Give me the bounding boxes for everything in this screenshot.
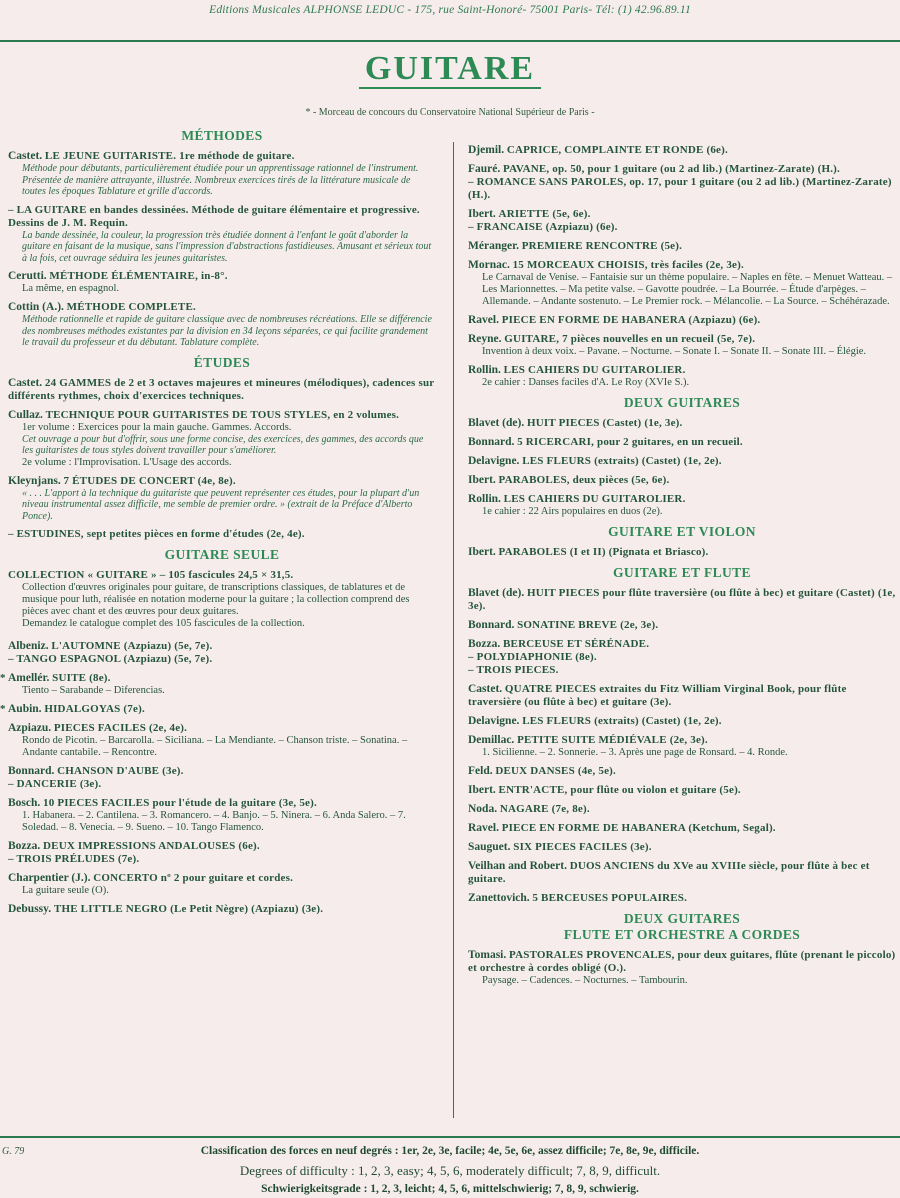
work-title: QUATRE PIECES extraites du Fitz William Virginal Book, pour flûte traversière (ou flûte à bec) et guitare (3e). <box>468 683 847 708</box>
work-title: 7 ÉTUDES DE CONCERT (4e, 8e). <box>63 474 236 487</box>
catalog-entry <box>468 546 896 559</box>
composer-name: Amellér. <box>8 672 50 684</box>
catalog-entry <box>468 765 896 778</box>
catalog-entry <box>468 587 896 613</box>
entry-subtext: 2e cahier : Danses faciles d'A. Le Roy (XVIe S.). <box>482 377 690 388</box>
entry-subtext: La guitare seule (O). <box>22 885 109 896</box>
entry-description: Cet ouvrage a pour but d'offrir, sous une forme concise, des exercices, des gammes, des accords que les guitaristes de tous styles doivent travailler pour s'améliorer. <box>22 433 424 456</box>
composer-name: Méranger. <box>468 240 519 252</box>
catalog-entry <box>8 640 436 666</box>
composer-name: Tomasi. <box>468 949 507 961</box>
catalog-entry <box>8 528 436 541</box>
catalog-entry <box>8 475 436 523</box>
work-title: NAGARE (7e, 8e). <box>499 803 590 815</box>
work-title: GUITARE, 7 pièces nouvelles en un recueil (5e, 7e). <box>504 333 756 345</box>
work-title: THE LITTLE NEGRO (Le Petit Nègre) (Azpiazu) (3e). <box>53 903 324 915</box>
work-title: PAVANE, op. 50, pour 1 guitare (ou 2 ad lib.) (Martinez-Zarate) (H.). <box>503 163 840 175</box>
work-title: – TANGO ESPAGNOL (Azpiazu) (5e, 7e). <box>8 653 213 665</box>
entry-description: Méthode rationnelle et rapide de guitare classique avec de nombreuses récréations. Elle se différencie des nombreuses méthodes existantes par la division en 34 leçons séparées, ce qui facilite grandement le travail du professeur et du débutant. Tablature complète. <box>22 314 432 348</box>
left-column <box>0 124 436 922</box>
composer-name: Bonnard. <box>468 436 515 448</box>
catalog-entry <box>468 860 896 886</box>
catalog-entry <box>8 150 436 198</box>
catalog-entry <box>468 314 896 327</box>
work-title: PARABOLES (I et II) (Pignata et Briasco). <box>498 546 709 558</box>
work-title: 5 RICERCARI, pour 2 guitares, en un recueil. <box>517 436 743 448</box>
composer-name: Ravel. <box>468 314 499 326</box>
section-heading-guitare-flute: GUITARE ET FLUTE <box>613 565 751 580</box>
work-title: DUOS ANCIENS du XVe au XVIIIe siècle, pour flûte à bec et guitare. <box>468 860 870 885</box>
difficulty-french: Classification des forces en neuf degrés : 1er, 2e, 3e, facile; 4e, 5e, 6e, assez difficile; 7e, 8e, 9e, difficile. <box>200 1145 700 1157</box>
work-title: PREMIERE RENCONTRE (5e). <box>521 240 683 252</box>
catalog-entry <box>468 638 896 677</box>
catalog-entry <box>8 377 436 403</box>
entry-subtext: 1er volume : Exercices pour la main gauche. Gammes. Accords. <box>22 421 292 433</box>
work-title: SUITE (8e). <box>52 672 111 684</box>
work-title: PETITE SUITE MÉDIÉVALE (2e, 3e). <box>517 734 708 746</box>
catalog-entry <box>8 872 436 897</box>
composer-name: Blavet (de). <box>468 587 525 599</box>
entry-description: Méthode pour débutants, particulièrement étudiée pour un apprentissage rationnel de l'instrument. Présentée de manière attrayante, illustrée. Nombreux exercices tirés de la littérature musicale de toutes les époques Tablature et grille d'accords. <box>22 163 419 197</box>
catalog-entry <box>468 822 896 835</box>
work-title: PARABOLES, deux pièces (5e, 6e). <box>498 474 670 486</box>
top-rule <box>0 40 900 42</box>
catalog-entry <box>8 722 436 759</box>
work-title: 5 BERCEUSES POPULAIRES. <box>532 892 688 904</box>
column-divider <box>453 142 454 1118</box>
catalog-entry <box>468 841 896 854</box>
catalog-entry <box>8 765 436 791</box>
entry-subtext: Paysage. – Cadences. – Nocturnes. – Tambourin. <box>482 975 688 986</box>
entry-subtext: 2e volume : l'Improvisation. L'Usage des accords. <box>22 456 232 468</box>
bottom-rule <box>0 1136 900 1138</box>
entry-subtext: Rondo de Picotin. – Barcarolla. – Siciliana. – La Mendiante. – Chanson triste. – Sonatina. – Andante cantabile. – Rencontre. <box>22 735 408 758</box>
catalog-entry <box>468 259 896 308</box>
work-title: – FRANCAISE (Azpiazu) (6e). <box>468 221 618 233</box>
catalog-entry <box>8 270 436 295</box>
difficulty-german: Schwierigkeitsgrade : 1, 2, 3, leicht; 4, 5, 6, mittelschwierig; 7, 8, 9, schwierig. <box>261 1183 639 1195</box>
concours-star: * <box>0 672 6 684</box>
composer-name: Bonnard. <box>468 619 515 631</box>
work-title: PIECE EN FORME DE HABANERA (Ketchum, Segal). <box>501 822 776 834</box>
composer-name: Djemil. <box>468 144 505 156</box>
work-title: TECHNIQUE POUR GUITARISTES DE TOUS STYLES, en 2 volumes. <box>45 408 400 421</box>
work-title: – ESTUDINES, sept petites pièces en forme d'études (2e, 4e). <box>8 528 305 540</box>
work-title: HUIT PIECES (Castet) (1e, 3e). <box>526 417 683 429</box>
composer-name: Reyne. <box>468 333 502 345</box>
catalog-entry <box>468 683 896 709</box>
section-heading-etudes: ÉTUDES <box>193 354 251 370</box>
catalog-entry <box>468 333 896 358</box>
page-reference: G. 79 <box>2 1146 25 1157</box>
catalog-entry <box>468 715 896 728</box>
work-title: DEUX DANSES (4e, 5e). <box>495 765 616 777</box>
work-title: 10 PIECES FACILES pour l'étude de la guitare (3e, 5e). <box>43 797 317 809</box>
entry-subtext: 1. Habanera. – 2. Cantilena. – 3. Romancero. – 4. Banjo. – 5. Ninera. – 6. Anda Salero. – 7. Soledad. – 8. Venecia. – 9. Sueno. – 10. Tango Flamenco. <box>22 810 406 833</box>
catalog-entry <box>468 734 896 759</box>
page-title <box>0 50 900 88</box>
composer-name: Fauré. <box>468 163 501 175</box>
composer-name: Bozza. <box>8 840 41 852</box>
entry-subtext: Demandez le catalogue complet des 105 fascicules de la collection. <box>22 618 305 629</box>
work-title: SONATINE BREVE (2e, 3e). <box>517 619 659 631</box>
composer-name: Ibert. <box>468 546 496 558</box>
catalog-entry <box>468 949 896 987</box>
entry-subtext: Collection d'œuvres originales pour guitare, de transcriptions classiques, de tablatures et de musique pour luth, réalisée en notation moderne pour la guitare ; la collection comprend des pièces avec chant et des œuvres pour deux guitares. <box>22 582 410 617</box>
composer-name: Albeniz. <box>8 640 49 652</box>
composer-name: Mornac. <box>468 259 510 271</box>
composer-name: Castet. <box>8 150 43 162</box>
entry-subtext: La même, en espagnol. <box>22 283 120 294</box>
work-title: ARIETTE (5e, 6e). <box>498 208 591 220</box>
catalog-entry <box>8 301 436 349</box>
catalog-entry <box>0 672 436 697</box>
section-heading-guitare-seule: GUITARE SEULE <box>164 547 280 562</box>
composer-name: Cullaz. <box>8 408 43 421</box>
section-heading-deux-guitares-orchestre: DEUX GUITARES <box>623 911 741 926</box>
work-title: LES FLEURS (extraits) (Castet) (1e, 2e). <box>522 455 722 467</box>
composer-name: Ravel. <box>468 822 499 834</box>
concours-note: * - Morceau de concours du Conservatoire National Supérieur de Paris - <box>305 107 595 118</box>
composer-name: Demillac. <box>468 734 515 746</box>
catalog-entry <box>8 569 436 630</box>
catalog-entry <box>468 364 896 389</box>
catalog-entry <box>468 784 896 797</box>
composer-name: Blavet (de). <box>468 417 525 429</box>
work-title: 15 MORCEAUX CHOISIS, très faciles (2e, 3e). <box>512 259 744 271</box>
composer-name: Delavigne. <box>468 455 520 467</box>
composer-name: Cottin (A.). <box>8 301 64 313</box>
composer-name: Ibert. <box>468 784 496 796</box>
catalog-entry <box>468 455 896 468</box>
catalog-entry <box>8 840 436 866</box>
composer-name: Castet. <box>8 376 43 389</box>
work-title: 24 GAMMES de 2 et 3 octaves majeures et mineures (mélodiques), cadences sur différents rythmes, choix d'exercices techniques. <box>8 376 435 402</box>
work-title: LES CAHIERS DU GUITAROLIER. <box>503 493 686 505</box>
composer-name: Cerutti. <box>8 270 47 282</box>
composer-name: Rollin. <box>468 364 501 376</box>
entry-subtext: 1. Sicilienne. – 2. Sonnerie. – 3. Après une page de Ronsard. – 4. Ronde. <box>482 747 788 758</box>
work-title: – ROMANCE SANS PAROLES, op. 17, pour 1 guitare (ou 2 ad lib.) (Martinez-Zarate) (H.). <box>468 176 892 201</box>
work-title: HUIT PIECES pour flûte traversière (ou flûte à bec) et guitare (Castet) (1e, 3e). <box>468 587 896 612</box>
entry-subtext: Tiento – Sarabande – Diferencias. <box>22 685 165 696</box>
catalog-entry <box>468 163 896 202</box>
composer-name: Ibert. <box>468 208 496 220</box>
catalog-entry <box>8 903 436 916</box>
work-title: – TROIS PIECES. <box>468 664 559 676</box>
work-title: PIECES FACILES (2e, 4e). <box>53 722 188 734</box>
work-title: SIX PIECES FACILES (3e). <box>513 841 652 853</box>
work-title: HIDALGOYAS (7e). <box>44 703 145 715</box>
work-title: LES CAHIERS DU GUITAROLIER. <box>503 364 686 376</box>
composer-name: Feld. <box>468 765 493 777</box>
catalog-entry <box>468 493 896 518</box>
section-heading-guitare-violon: GUITARE ET VIOLON <box>608 524 756 539</box>
work-title: CONCERTO nº 2 pour guitare et cordes. <box>93 872 294 884</box>
composer-name: Bonnard. <box>8 765 55 777</box>
composer-name: Castet. <box>468 683 503 695</box>
composer-name: Noda. <box>468 803 498 815</box>
composer-name: Charpentier (J.). <box>8 872 91 884</box>
entry-subtext: Invention à deux voix. – Pavane. – Nocturne. – Sonate I. – Sonate II. – Sonate III. – Élégie. <box>482 346 867 357</box>
composer-name: Rollin. <box>468 493 501 505</box>
composer-name: Bozza. <box>468 638 501 650</box>
work-title: CHANSON D'AUBE (3e). <box>57 765 184 777</box>
composer-name: Azpiazu. <box>8 722 52 734</box>
catalog-entry <box>468 144 896 157</box>
composer-name: Zanettovich. <box>468 892 530 904</box>
work-title: COLLECTION « GUITARE » – 105 fascicules 24,5 × 31,5. <box>8 569 294 581</box>
difficulty-english: Degrees of difficulty : 1, 2, 3, easy; 4, 5, 6, moderately difficult; 7, 8, 9, difficult. <box>239 1163 661 1178</box>
work-title: – POLYDIAPHONIE (8e). <box>468 651 597 663</box>
work-title: LES FLEURS (extraits) (Castet) (1e, 2e). <box>522 715 722 727</box>
work-title: – DANCERIE (3e). <box>8 778 102 790</box>
work-title: CAPRICE, COMPLAINTE ET RONDE (6e). <box>506 144 728 156</box>
composer-name: Ibert. <box>468 474 496 486</box>
composer-name: Aubin. <box>8 703 42 715</box>
composer-name: Bosch. <box>8 797 41 809</box>
section-heading-deux-guitares: DEUX GUITARES <box>623 395 741 410</box>
entry-subtext: 1e cahier : 22 Airs populaires en duos (2e). <box>482 506 663 517</box>
catalog-entry <box>8 797 436 834</box>
catalog-entry <box>468 436 896 449</box>
catalog-entry <box>0 703 436 716</box>
entry-subtext: Le Carnaval de Venise. – Fantaisie sur un thème populaire. – Naples en fête. – Menuet Watteau. – Les Marionnettes. – Ma petite valse. – Gavotte poudrée. – La Bourrée. – Étude d'arpèges. – Allemande. – Andante sostenuto. – Le Premier rock. – Mélancolie. – La Source. – Schéhérazade. <box>482 272 893 307</box>
publisher-line: Editions Musicales ALPHONSE LEDUC - 175, rue Saint-Honoré- 75001 Paris- Tél: (1) 42.96.89.11 <box>209 4 691 16</box>
work-title: ENTR'ACTE, pour flûte ou violon et guitare (5e). <box>498 784 741 796</box>
composer-name: Delavigne. <box>468 715 520 727</box>
work-title: L'AUTOMNE (Azpiazu) (5e, 7e). <box>51 640 213 652</box>
work-title: MÉTHODE COMPLETE. <box>66 301 196 313</box>
work-title: LE JEUNE GUITARISTE. 1re méthode de guitare. <box>44 150 295 162</box>
concours-star: * <box>0 703 6 715</box>
section-heading-methodes: MÉTHODES <box>181 128 263 143</box>
composer-name: Sauguet. <box>468 841 511 853</box>
page-title-text: GUITARE <box>359 50 541 89</box>
composer-name: Kleynjans. <box>8 474 61 487</box>
work-title: – LA GUITARE en bandes dessinées. Méthode de guitare élémentaire et progressive. Dessins de J. M. Requin. <box>8 203 420 229</box>
right-column <box>468 124 896 993</box>
catalog-entry <box>8 409 436 469</box>
work-title: BERCEUSE ET SÉRÉNADE. <box>503 638 650 650</box>
work-title: PASTORALES PROVENCALES, pour deux guitares, flûte (prenant le piccolo) et orchestre à cordes obligé (O.). <box>468 949 896 974</box>
work-title: MÉTHODE ÉLÉMENTAIRE, in-8°. <box>49 270 228 282</box>
entry-description: « . . . L'apport à la technique du guitariste que peuvent représenter ces études, pour la plupart d'un niveau instrumental assez difficile, me semble de premier ordre. » (extrait de la Préface d'Alberto Ponce). <box>22 487 420 522</box>
work-title: PIECE EN FORME DE HABANERA (Azpiazu) (6e). <box>501 314 761 326</box>
catalog-entry <box>468 619 896 632</box>
catalog-entry <box>468 892 896 905</box>
catalog-entry <box>468 208 896 234</box>
entry-description: La bande dessinée, la couleur, la progression très étudiée donnent à l'enfant le goût d'aborder la guitare en faisant de la musique, sans l'impression d'abstractions fastidieuses. Amusant et sérieux tout à la fois, cet ouvrage séduira les jeunes guitaristes. <box>22 229 432 264</box>
section-heading-flute-orchestre: FLUTE ET ORCHESTRE A CORDES <box>563 927 801 942</box>
catalog-entry <box>468 474 896 487</box>
composer-name: Veilhan and Robert. <box>468 860 567 872</box>
catalog-entry <box>468 803 896 816</box>
catalog-entry <box>468 417 896 430</box>
catalog-entry <box>468 240 896 253</box>
work-title: DEUX IMPRESSIONS ANDALOUSES (6e). <box>43 840 260 852</box>
work-title: – TROIS PRÉLUDES (7e). <box>8 853 140 865</box>
composer-name: Debussy. <box>8 903 52 915</box>
catalog-entry <box>8 204 436 265</box>
